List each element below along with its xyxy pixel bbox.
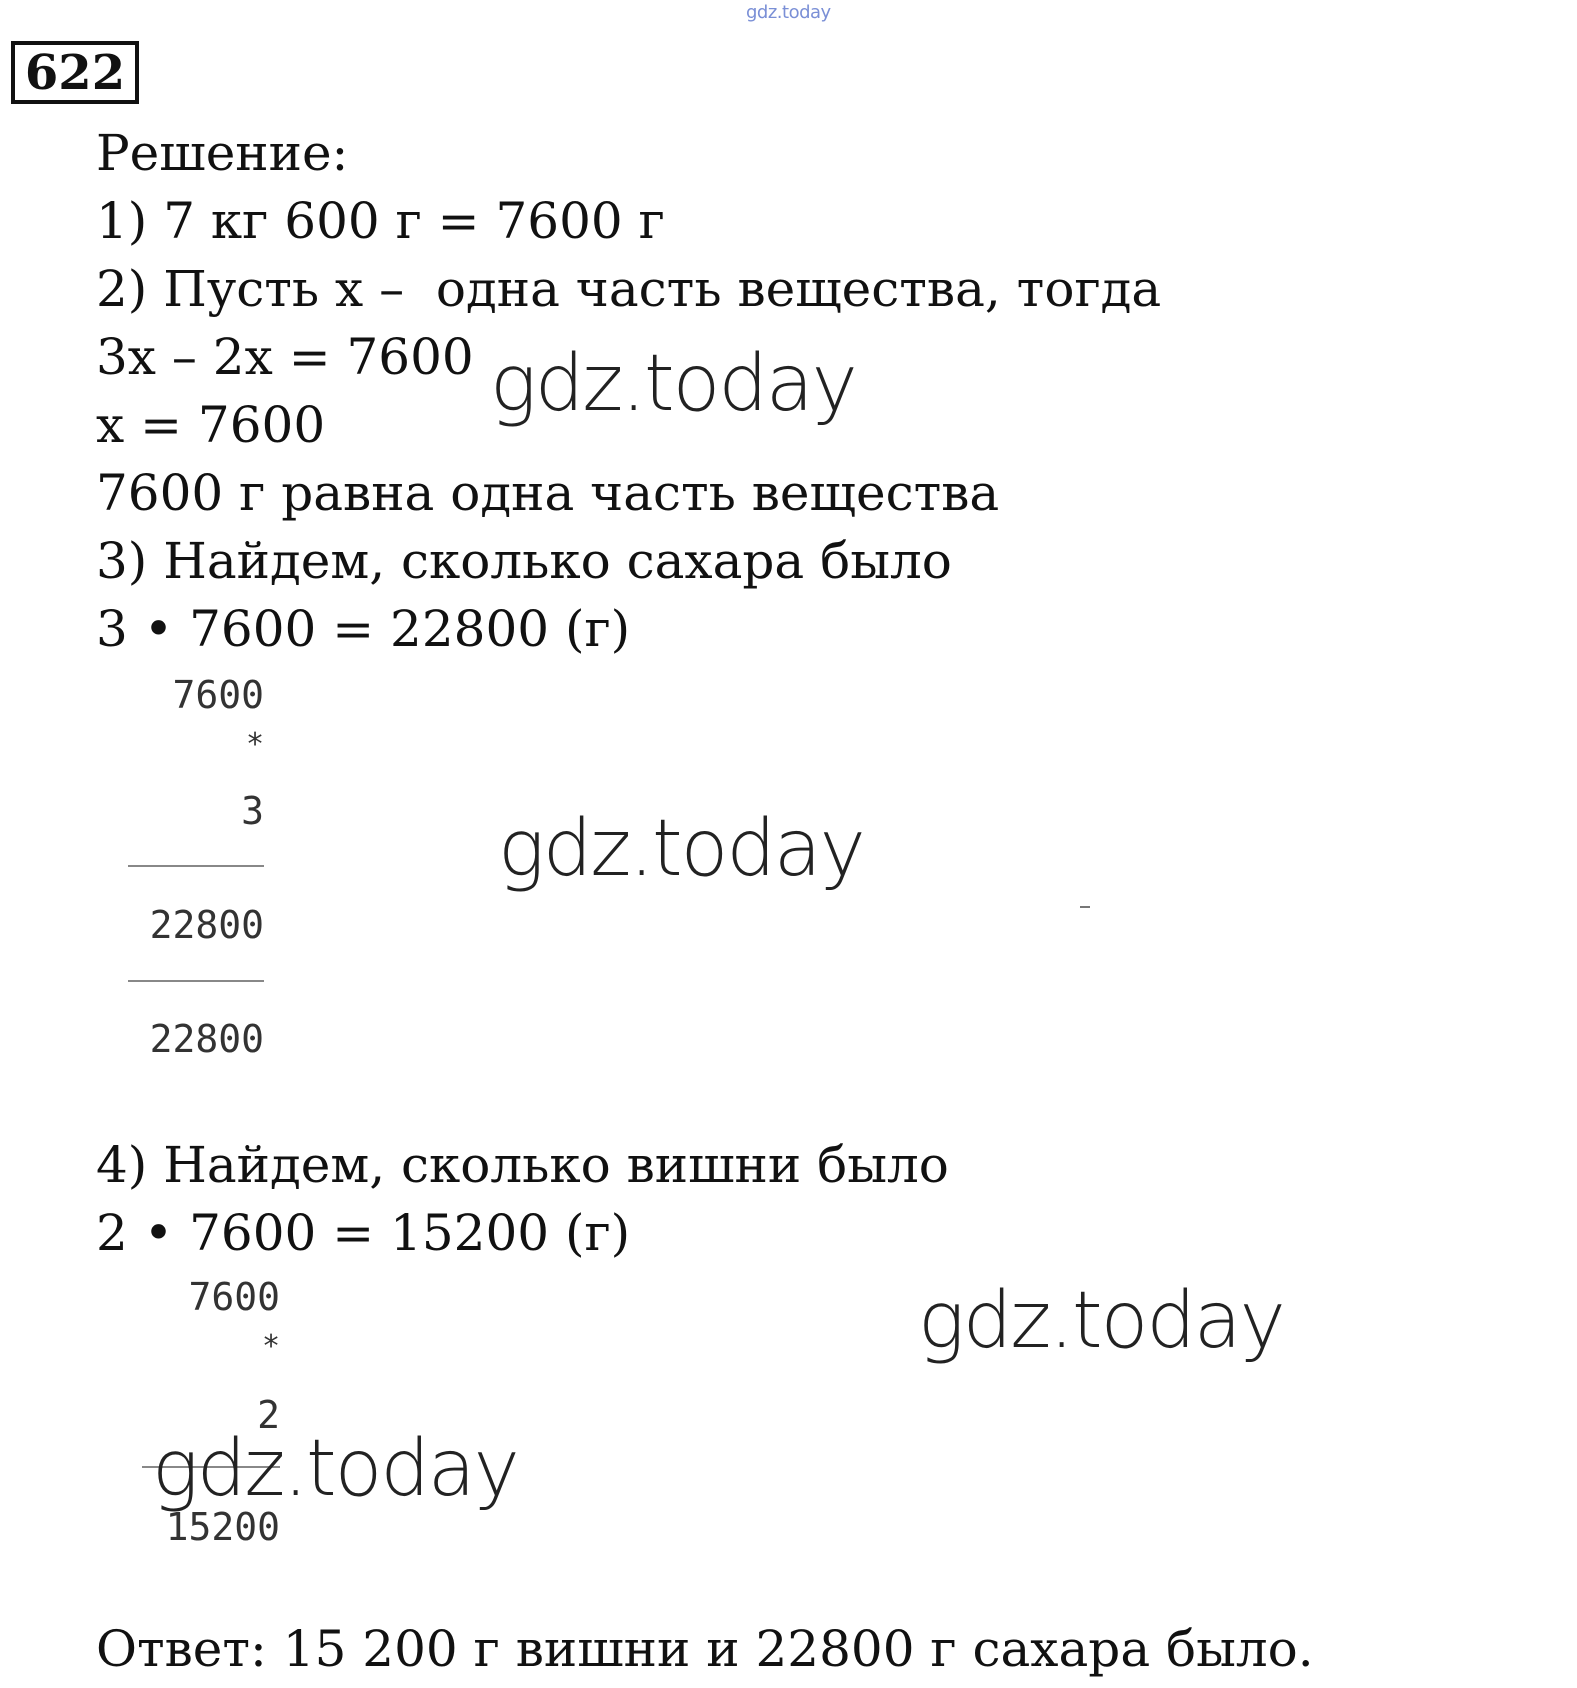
step-4: 4) Найдем, сколько вишни было [96,1136,949,1194]
equation-1: 3х – 2х = 7600 [96,328,474,386]
step-3-calc: 3 • 7600 = 22800 (г) [96,600,631,658]
calc2-top: 7600 [188,1275,280,1319]
watermark-1: gdz.today [490,339,856,429]
step-3: 3) Найдем, сколько сахара было [96,532,952,590]
step-1: 1) 7 кг 600 г = 7600 г [96,192,665,250]
watermark-top: gdz.today [746,2,831,23]
calc1-rule-1 [128,865,264,867]
calc1-top: 7600 [172,673,264,717]
stray-mark [1080,906,1090,908]
calc1-operator: * [245,727,264,762]
step-2: 2) Пусть х – одна часть вещества, тогда [96,260,1162,318]
step-4-calc: 2 • 7600 = 15200 (г) [96,1204,631,1262]
watermark-3: gdz.today [918,1276,1284,1366]
task-number: 622 [11,41,139,104]
solution-heading: Решение: [96,124,349,182]
calc1-multiplier: 3 [241,789,264,833]
equation-2: х = 7600 [96,396,326,454]
answer: Ответ: 15 200 г вишни и 22800 г сахара было. [96,1620,1314,1678]
watermark-2: gdz.today [498,804,864,894]
watermark-4: gdz.today [152,1424,518,1514]
calc2-result: 15200 [165,1505,280,1549]
calc2-multiplier: 2 [257,1393,280,1437]
calc1-partial: 22800 [149,903,264,947]
calc1-rule-2 [128,980,264,982]
calc2-operator: * [261,1329,280,1364]
statement: 7600 г равна одна часть вещества [96,464,1000,522]
calc1-result: 22800 [149,1017,264,1061]
